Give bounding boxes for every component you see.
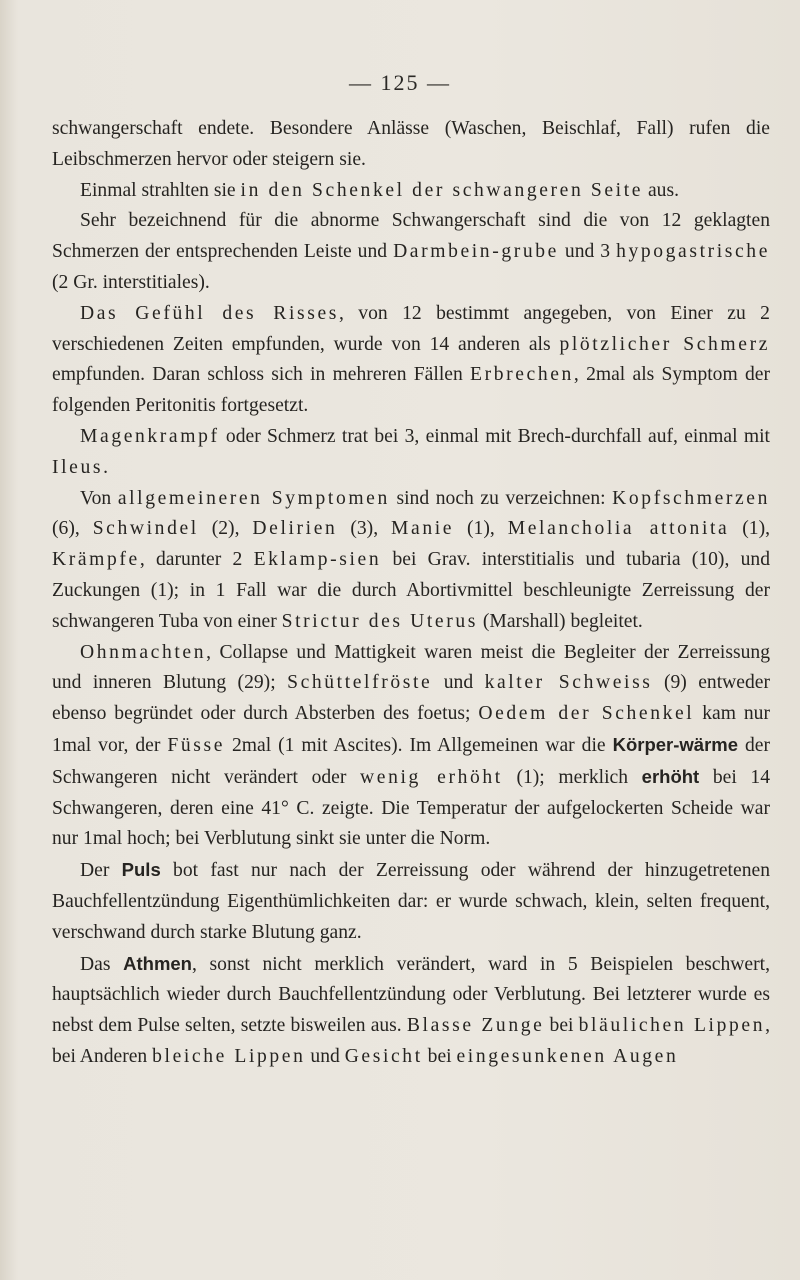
spaced-emphasis-text: plötzlicher Schmerz — [559, 333, 770, 355]
text-run: , 2mal als Symptom der folgenden Peritonitis fortgesetzt. — [52, 364, 770, 417]
paragraph — [52, 299, 770, 422]
spaced-emphasis-text: Ileus — [52, 456, 104, 478]
text-run: (2 Gr. interstitiales). — [52, 271, 210, 293]
spaced-emphasis-text: bleiche Lippen — [152, 1045, 306, 1067]
text-run: oder Schmerz trat bei 3, einmal mit Brech-durchfall auf, einmal mit — [219, 425, 770, 447]
spaced-emphasis-text: Kopfschmerzen — [612, 487, 770, 509]
text-run: bei — [544, 1015, 579, 1037]
text-run: Der — [80, 860, 122, 882]
paragraph — [52, 114, 770, 176]
text-run: empfunden. Daran schloss sich in mehreren Fällen — [52, 364, 471, 386]
text-run: aus. — [643, 179, 679, 201]
spaced-emphasis-text: Melancholia attonita — [507, 518, 730, 540]
text-run: , darunter 2 — [139, 549, 254, 571]
text-run: (9) entweder ebenso begründet oder durch Absterben des foetus; — [52, 672, 771, 725]
text-run: und — [432, 672, 485, 694]
spaced-emphasis-text: in den Schenkel der schwangeren Seite — [240, 179, 644, 201]
text-run: (1), — [454, 518, 508, 540]
text-run: bot fast nur nach der Zerreissung oder während der hinzugetretenen Bauchfellentzündung Eigenthümlichkeiten dar: er wurde schwach, klein, selten frequent, verschwand durch starke Blutung ganz. — [52, 860, 770, 943]
text-run: , Collapse und Mattigkeit waren meist die Begleiter der Zerreissung und inneren Blutung (29); — [52, 641, 770, 694]
text-run: , sonst nicht merklich verändert, ward in 5 Beispielen beschwert, hauptsächlich wieder durch Bauchfellentzündung oder Verblutung. Bei letzterer wurde es nebst dem Pulse selten, setzte bisweilen aus. — [52, 953, 770, 1037]
text-run: kam nur 1mal vor, der — [52, 703, 770, 756]
spaced-emphasis-text: Schüttelfröste — [287, 672, 433, 694]
bold-emphasis-text: Körper-wärme — [612, 733, 739, 755]
text-run: , von 12 bestimmt angegeben, von Einer zu 2 verschiedenen Zeiten empfunden, wurde von 14 anderen als — [52, 302, 770, 355]
spaced-emphasis-text: Oedem der Schenkel — [478, 703, 695, 725]
spaced-emphasis-text: bläulichen Lippen — [578, 1015, 766, 1037]
text-run: (Marshall) begleitet. — [477, 610, 643, 632]
text-run: (3), — [337, 518, 392, 540]
spaced-emphasis-text: Erbrechen — [470, 364, 574, 386]
text-run: Einmal strahlten sie — [80, 179, 241, 201]
spaced-emphasis-text: Strictur des Uterus — [281, 610, 478, 632]
text-run: der Schwangeren nicht verändert oder — [52, 734, 771, 788]
text-run: bei — [422, 1045, 457, 1067]
spaced-emphasis-text: Darmbein-grube — [393, 241, 559, 263]
paragraph — [52, 422, 770, 484]
text-run: , bei Anderen — [52, 1015, 770, 1067]
text-run: Von — [80, 487, 118, 509]
bold-emphasis-text: Athmen — [123, 952, 192, 974]
spaced-emphasis-text: Krämpfe — [52, 549, 140, 571]
spaced-emphasis-text: Magenkrampf — [80, 425, 220, 447]
spaced-emphasis-text: Eklamp-sien — [253, 549, 382, 571]
spaced-emphasis-text: wenig erhöht — [360, 766, 503, 788]
bold-emphasis-text: Puls — [121, 859, 161, 881]
spaced-emphasis-text: Ohnmachten — [80, 641, 207, 663]
spaced-emphasis-text: kalter Schweiss — [484, 672, 653, 694]
spaced-emphasis-text: Gesicht — [344, 1045, 423, 1067]
text-run: sind noch zu verzeichnen: — [389, 487, 613, 509]
text-run: . — [103, 456, 108, 478]
spaced-emphasis-text: Füsse — [167, 734, 225, 756]
spaced-emphasis-text: eingesunkenen Augen — [456, 1045, 679, 1067]
spaced-emphasis-text: Manie — [391, 518, 455, 540]
page-number: — 125 — — [349, 70, 451, 95]
paragraph — [52, 949, 770, 1073]
text-run: Sehr bezeichnend für die abnorme Schwangerschaft sind die von 12 geklagten Schmerzen der entsprechenden Leiste und — [52, 210, 770, 263]
text-run: und 3 — [558, 241, 617, 263]
text-run: Das — [80, 953, 124, 975]
text-run: und — [305, 1045, 345, 1067]
spaced-emphasis-text: Schwindel — [92, 518, 199, 540]
spaced-emphasis-text: hypogastrische — [616, 241, 770, 263]
text-run: (2), — [198, 518, 253, 540]
text-run: bei 14 Schwangeren, deren eine 41° C. zeigte. Die Temperatur der aufgelockerten Scheide war nur 1mal hoch; bei Verblutung sinkt sie unter die Norm. — [52, 766, 771, 850]
text-run: (1), — [729, 518, 771, 540]
paragraph — [52, 484, 770, 638]
text-run: (1); merklich — [502, 766, 642, 788]
paragraph — [52, 206, 770, 298]
paragraph — [52, 855, 770, 948]
text-run: 2mal (1 mit Ascites). Im Allgemeinen war die — [225, 734, 613, 756]
paragraph — [52, 638, 770, 856]
spaced-emphasis-text: allgemeineren Symptomen — [117, 487, 390, 509]
paragraph — [52, 176, 770, 207]
spaced-emphasis-text: Delirien — [252, 518, 338, 540]
bold-emphasis-text: erhöht — [641, 765, 700, 787]
spaced-emphasis-text: Blasse Zunge — [406, 1015, 545, 1037]
body-text — [52, 114, 770, 1073]
text-run: schwangerschaft endete. Besondere Anlässe (Waschen, Beischlaf, Fall) rufen die Leibschmerzen hervor oder steigern sie. — [52, 118, 770, 170]
text-run: (6), — [52, 518, 93, 540]
spaced-emphasis-text: Das Gefühl des Risses — [80, 302, 339, 324]
text-run: bei Grav. interstitialis und tubaria (10), und Zuckungen (1); in 1 Fall war die durch Abortivmittel beschleunigte Zerreissung der schwangeren Tuba von einer — [52, 549, 770, 632]
